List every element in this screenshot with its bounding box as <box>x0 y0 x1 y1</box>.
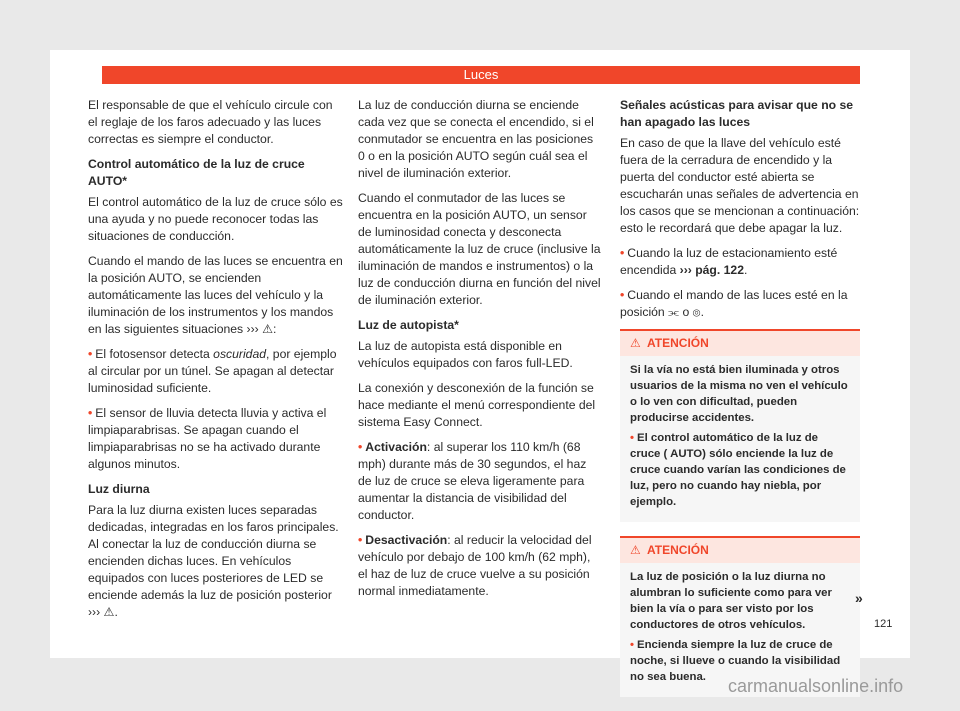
heading-daytime-light: Luz diurna <box>88 482 150 496</box>
paragraph: Cuando el conmutador de las luces se encuentra en la posición AUTO, un sensor de luminosidad conecta y desconecta automáticamente la luz de cruce (inclusive la iluminación de mandos e instrumentos) o la luz de conducción diurna en función del nivel de iluminación exterior. <box>358 191 601 307</box>
warning-text: Si la vía no está bien iluminada y otros usuarios de la misma no ven el vehículo o lo ven con dificultad, pueden producirse accidentes. <box>630 364 848 424</box>
bullet-label: Desactivación <box>365 533 448 547</box>
paragraph: La luz de autopista está disponible en vehículos equipados con faros full-LED. <box>358 339 573 370</box>
bullet-icon: • <box>358 533 363 547</box>
bullet-icon: • <box>358 440 363 454</box>
bullet-item <box>620 287 860 321</box>
bullet-text: Cuando el mando de las luces esté en la posición ⫘ o ⦾. <box>620 288 848 319</box>
paragraph: Para la luz diurna existen luces separadas dedicadas, integradas en los faros principales. Al conectar la luz de conducción diurna se encienden dichas luces. En vehículos equipados con luces posteriores de LED se enciende además la luz de posición posterior ››› ⚠. <box>88 503 339 619</box>
heading-acoustic-signals: Señales acústicas para avisar que no se han apagado las luces <box>620 98 854 129</box>
paragraph: Cuando el mando de las luces se encuentra en la posición AUTO, se encienden automáticamente las luces del vehículo y la iluminación de los instrumentos y los mandos en las siguientes situaciones ››› ⚠: <box>88 254 343 336</box>
warning-triangle-icon: ⚠ <box>630 543 641 557</box>
section-header: Luces <box>102 66 860 84</box>
continue-arrow-icon: » <box>855 590 863 606</box>
bullet-text: , por ejemplo al circular por un túnel. Se apagan al detectar luminosidad suficiente. <box>88 347 337 395</box>
column-2 <box>358 97 603 608</box>
bullet-item <box>358 439 603 524</box>
warning-text: La luz de posición o la luz diurna no alumbran lo suficiente como para ver bien la vía o para ser visto por los conductores de otros vehículos. <box>630 571 832 631</box>
warning-body <box>620 356 860 522</box>
paragraph: La conexión y desconexión de la función se hace mediante el menú correspondiente del sistema Easy Connect. <box>358 381 596 429</box>
warning-box <box>620 536 860 697</box>
warning-bullet <box>630 430 850 510</box>
warning-header <box>620 538 860 563</box>
bullet-item <box>88 346 343 397</box>
watermark-text: carmanualsonline.info <box>728 676 904 696</box>
warning-title: ATENCIÓN <box>647 336 709 350</box>
bullet-icon: • <box>620 288 625 302</box>
heading-auto-control: Control automático de la luz de cruce AUTO* <box>88 157 305 188</box>
bullet-item <box>620 245 860 279</box>
bullet-text: El sensor de lluvia detecta lluvia y activa el limpiaparabrisas. Se apagan cuando el limpiaparabrisas no se ha activado durante algunos minutos. <box>88 406 327 471</box>
warning-bullet-text: El control automático de la luz de cruce ( AUTO) sólo enciende la luz de cruce cuando varían las condiciones de luz, pero no cuando hay niebla, por ejemplo. <box>630 432 846 508</box>
bullet-text: : al reducir la velocidad del vehículo por debajo de 100 km/h (62 mph), el haz de luz de cruce vuelve a su posición normal inmediatamente. <box>358 533 592 598</box>
paragraph: La luz de conducción diurna se enciende cada vez que se conecta el encendido, si el conmutador se encuentra en las posiciones 0 o en la posición AUTO según cuál sea el nivel de iluminación exterior. <box>358 98 594 180</box>
bullet-text: . <box>743 263 748 277</box>
bullet-text: El fotosensor detecta <box>95 347 214 361</box>
warning-bullet-text: Encienda siempre la luz de cruce de noche, si llueve o cuando la visibilidad no sea buena. <box>630 639 841 683</box>
bullet-text: Cuando la luz de estacionamiento esté encendida <box>620 246 838 277</box>
bullet-icon: • <box>88 406 93 420</box>
bullet-icon: • <box>630 639 634 651</box>
warning-header <box>620 331 860 356</box>
paragraph: En caso de que la llave del vehículo esté fuera de la cerradura de encendido y la puerta del conductor esté abierta se escucharán unas señales de advertencia en los casos que se mencionan a continuación: esto le recordará que debe apagar la luz. <box>620 136 860 235</box>
heading-motorway-light: Luz de autopista* <box>358 318 459 332</box>
bullet-icon: • <box>88 347 93 361</box>
bullet-icon: • <box>620 246 625 260</box>
bullet-emphasis: oscuridad <box>213 347 267 361</box>
page-reference-link[interactable]: ››› pág. 122 <box>679 263 744 277</box>
paragraph: El control automático de la luz de cruce sólo es una ayuda y no puede reconocer todas las situaciones de conducción. <box>88 195 343 243</box>
bullet-label: Activación <box>365 440 427 454</box>
warning-triangle-icon: ⚠ <box>630 336 641 350</box>
bullet-item <box>88 405 343 473</box>
bullet-text: : al superar los 110 km/h (68 mph) durante más de 30 segundos, el haz de luz de cruce se eleva ligeramente para aumentar la distancia de visibilidad del conductor. <box>358 440 587 522</box>
page-number: 121 <box>874 618 893 630</box>
bullet-icon: • <box>630 432 634 444</box>
warning-box <box>620 329 860 522</box>
column-3 <box>620 97 860 711</box>
intro-paragraph: El responsable de que el vehículo circule con el reglaje de los faros adecuado y las luces correctas es siempre el conductor. <box>88 98 333 146</box>
column-1 <box>88 97 343 629</box>
bullet-item <box>358 532 603 600</box>
warning-title: ATENCIÓN <box>647 543 709 557</box>
